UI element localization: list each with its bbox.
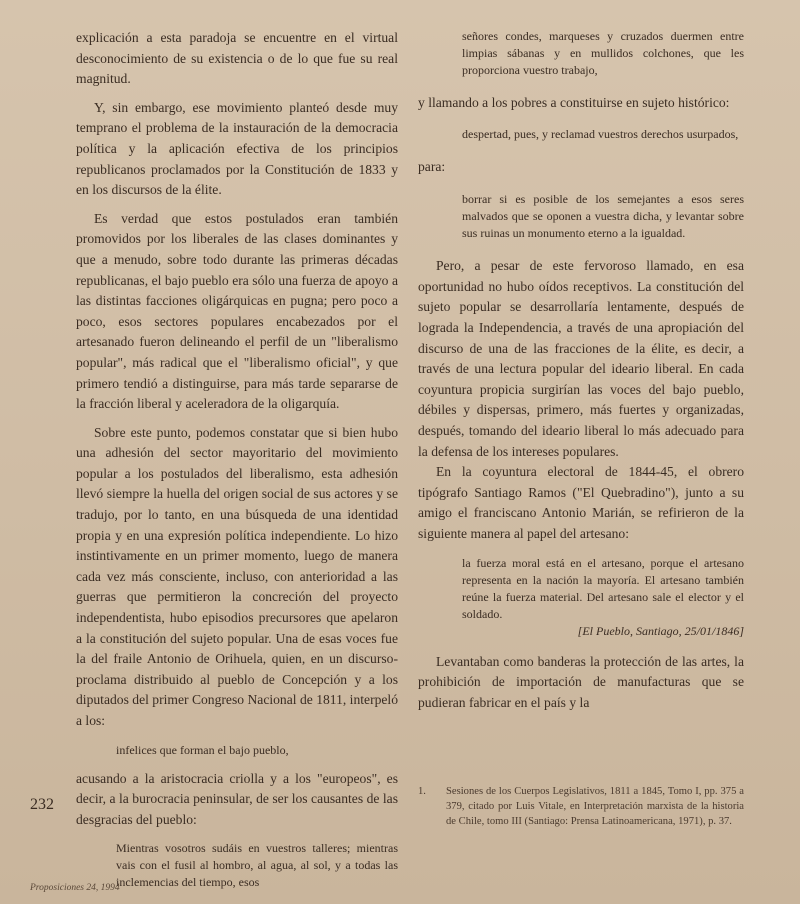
footnote-text: Sesiones de los Cuerpos Legislativos, 1811 a 1845, Tomo I, pp. 375 a 379, citado por Luis Vitale, en Interpretación marxista de la historia de Chile, tomo III (Santiago: Prensa Latinoamericana, 1971), p. 37.	[446, 786, 744, 827]
quote-source: [El Pueblo, Santiago, 25/01/1846]	[577, 623, 744, 638]
paragraph: Es verdad que estos postulados eran también promovidos por los liberales de las clases dominantes y que a menudo, sobre todo durante las primeras décadas republicanas, el bajo pueblo era sólo una fuerza de apoyo a las distintas facciones oligárquicas en pugna; pero poco a poco, esos sectores populares encabezados por el artesanado fueron delineando el perfil de un "liberalismo popular", más radical que el "liberalismo oficial", y que primero tendió a distinguirse, para más tarde separarse de la fracción liberal y aceleradora de la oligarquía.	[76, 210, 398, 412]
block-quote: despertad, pues, y reclamad vuestros derechos usurpados,	[462, 126, 739, 141]
paragraph: y llamando a los pobres a constituirse en sujeto histórico:	[418, 95, 730, 110]
paragraph: para:	[418, 158, 446, 174]
left-column	[76, 28, 398, 891]
block-quote: infelices que forman el bajo pueblo,	[116, 742, 289, 757]
page-number: 232	[30, 796, 54, 813]
footnote-number: 1.	[418, 786, 426, 797]
block-quote: borrar si es posible de los semejantes a esos seres malvados que se oponen a vuestra dicha, y levantar sobre sus ruinas un monumento eterno a la igualdad.	[462, 192, 744, 241]
block-quote: Mientras vosotros sudáis en vuestros talleres; mientras vais con el fusil al hombro, al agua, al sol, y a todas las inclemencias del tiempo, esos	[116, 841, 398, 890]
paragraph: acusando a la aristocracia criolla y a los "europeos", es decir, a la burocracia peninsular, de ser los causantes de las desgracias del pueblo:	[76, 770, 398, 827]
paragraph: Y, sin embargo, ese movimiento planteó desde muy temprano el problema de la instauración de la democracia política y la aplicación efectiva de los principios republicanos proclamados por la Constitución de 1833 y en los discursos de la élite.	[76, 99, 398, 198]
paragraph: Pero, a pesar de este fervoroso llamado, en esa oportunidad no hubo oídos receptivos. La constitución del sujeto popular se desarrollaría lentamente, después de lograda la Independencia, a través de una apropiación del discurso de una de las fracciones de la élite, es decir, a través de una lectura popular del ideario liberal. En cada coyuntura propicia surgirían las voces del bajo pueblo, débiles y dispersas, primero, más fuertes y organizadas, después, tomando del ideario liberal lo más adecuado para la defensa de los intereses populares.	[418, 258, 744, 459]
block-quote: la fuerza moral está en el artesano, porque el artesano representa en la nación la mayoría. El artesano también reúne la fuerza material. Del artesano sale el elector y el soldado.	[462, 555, 744, 621]
paragraph: explicación a esta paradoja se encuentre en el virtual desconocimiento de su existencia o de lo que fue su real magnitud.	[76, 30, 398, 87]
block-quote: señores condes, marqueses y cruzados duermen entre limpias sábanas y en mullidos colchones, que les proporciona vuestro trabajo,	[462, 29, 744, 77]
journal-footer: Proposiciones 24, 1994	[30, 883, 120, 893]
right-column	[418, 28, 744, 713]
paragraph: En la coyuntura electoral de 1844-45, el obrero tipógrafo Santiago Ramos ("El Quebradino"), junto a su amigo el franciscano Antonio Marián, se refirieron de la siguiente manera al papel del artesano:	[418, 464, 744, 541]
footnote	[418, 784, 744, 829]
paragraph: Sobre este punto, podemos constatar que si bien hubo una adhesión del sector mayoritario del movimiento popular a los postulados del liberalismo, esta adhesión llevó siempre la huella del origen social de sus actores y se tradujo, por lo tanto, en una búsqueda de una identidad propia y en una expresión política independiente. Lo hizo instintivamente en un primer momento, luego de manera cada vez más consciente, incluso, con anterioridad a las guerras que permitieron la concreción del proyecto independentista, hubo episodios precursores que apelaron a la constitución del sujeto popular. Una de esas voces fue la del fraile Antonio de Orihuela, quien, en un discurso-proclama distribuido al pueblo de Concepción y a los diputados del primer Congreso Nacional de 1811, interpeló a los:	[76, 424, 398, 728]
paragraph: Levantaban como banderas la protección de las artes, la prohibición de importación de manufacturas que se pudieran fabricar en el país y la	[418, 653, 744, 710]
